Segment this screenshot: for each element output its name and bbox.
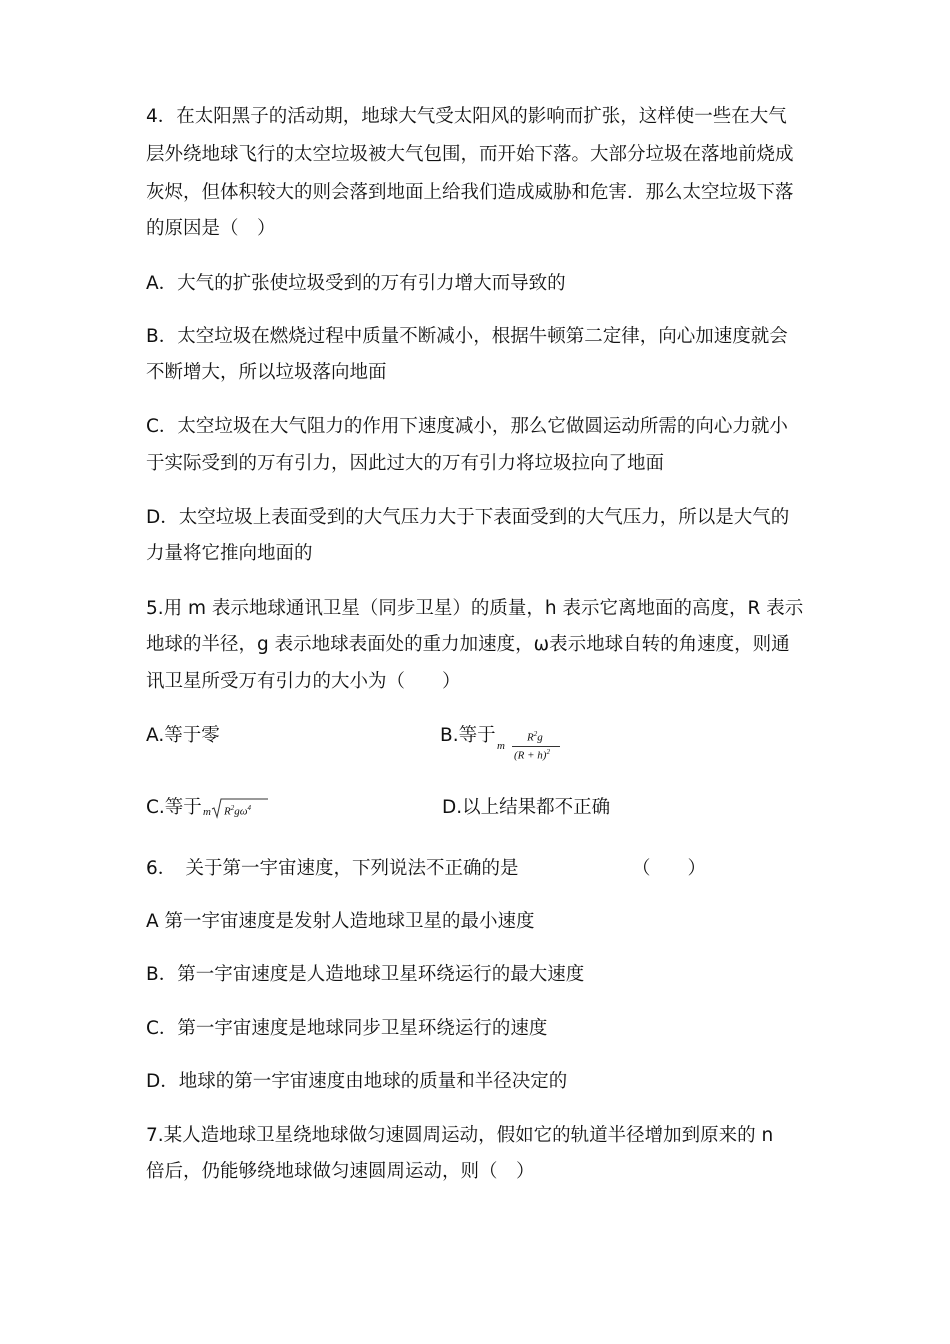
numerator-g: g xyxy=(537,731,543,744)
q4-stem-line: 层外绕地球飞行的太空垃圾被大气包围，而开始下落。大部分垃圾在落地前烧成 xyxy=(146,144,794,165)
radicand-g: g xyxy=(234,805,240,818)
q6-option-c: C．第一宇宙速度是地球同步卫星环绕运行的速度 xyxy=(146,1018,548,1039)
formula-m: m xyxy=(203,806,211,818)
q7-stem-line: 7.某人造地球卫星绕地球做匀速圆周运动，假如它的轨道半径增加到原来的 n xyxy=(146,1125,774,1146)
q4-option-c: C．太空垃圾在大气阻力的作用下速度减小，那么它做圆运动所需的向心力就小 xyxy=(146,416,788,437)
radicand-exp1: 2 xyxy=(230,804,235,812)
q4-option-b-cont: 不断增大，所以垃圾落向地面 xyxy=(146,362,387,383)
q6-stem: 6． 关于第一宇宙速度，下列说法不正确的是 xyxy=(146,858,519,879)
q5-stem-line: 讯卫星所受万有引力的大小为（ ） xyxy=(146,671,461,692)
q4-option-d: D．太空垃圾上表面受到的大气压力大于下表面受到的大气压力，所以是大气的 xyxy=(146,507,790,528)
q5-stem-line: 5.用 m 表示地球通讯卫星（同步卫星）的质量，h 表示它离地面的高度，R 表示 xyxy=(146,598,804,619)
q7-stem-line: 倍后，仍能够绕地球做匀速圆周运动，则（ ） xyxy=(146,1161,535,1182)
radicand-exp2: 4 xyxy=(247,804,252,812)
formula-denominator xyxy=(514,748,550,762)
radicand-r: R xyxy=(224,805,231,818)
fraction-bar xyxy=(512,746,560,747)
q6-option-d: D．地球的第一宇宙速度由地球的质量和半径决定的 xyxy=(146,1071,568,1092)
q5-option-c-label: C.等于 xyxy=(146,797,202,818)
q4-stem-line: 4．在太阳黑子的活动期，地球大气受太阳风的影响而扩张，这样使一些在大气 xyxy=(146,106,787,127)
q4-option-d-cont: 力量将它推向地面的 xyxy=(146,543,313,564)
radicand-omega: ω xyxy=(239,805,248,818)
formula-numerator xyxy=(527,730,543,744)
q4-option-b: B．太空垃圾在燃烧过程中质量不断减小，根据牛顿第二定律，向心加速度就会 xyxy=(146,326,788,347)
denominator-base: (R + h) xyxy=(514,749,547,762)
q4-option-c-cont: 于实际受到的万有引力，因此过大的万有引力将垃圾拉向了地面 xyxy=(146,453,665,474)
q5-option-a: A.等于零 xyxy=(146,725,220,746)
numerator-r: R xyxy=(527,731,534,744)
numerator-exponent: 2 xyxy=(533,730,538,738)
q4-option-a: A．大气的扩张使垃圾受到的万有引力增大而导致的 xyxy=(146,273,566,294)
q5-option-b-label: B.等于 xyxy=(440,725,496,746)
formula-m: m xyxy=(497,740,505,752)
radicand xyxy=(224,804,251,818)
q5-stem-line: 地球的半径，g 表示地球表面处的重力加速度，ω表示地球自转的角速度，则通 xyxy=(146,634,790,655)
q6-option-b: B．第一宇宙速度是人造地球卫星环绕运行的最大速度 xyxy=(146,964,585,985)
q4-stem-line: 的原因是（ ） xyxy=(146,218,276,239)
denominator-exponent: 2 xyxy=(546,748,550,756)
q5-option-d: D.以上结果都不正确 xyxy=(442,797,611,818)
q6-answer-paren: （ ） xyxy=(632,858,707,879)
q6-option-a: A 第一宇宙速度是发射人造地球卫星的最小速度 xyxy=(146,911,535,932)
q4-stem-line: 灰烬，但体积较大的则会落到地面上给我们造成威胁和危害．那么太空垃圾下落 xyxy=(146,182,794,203)
